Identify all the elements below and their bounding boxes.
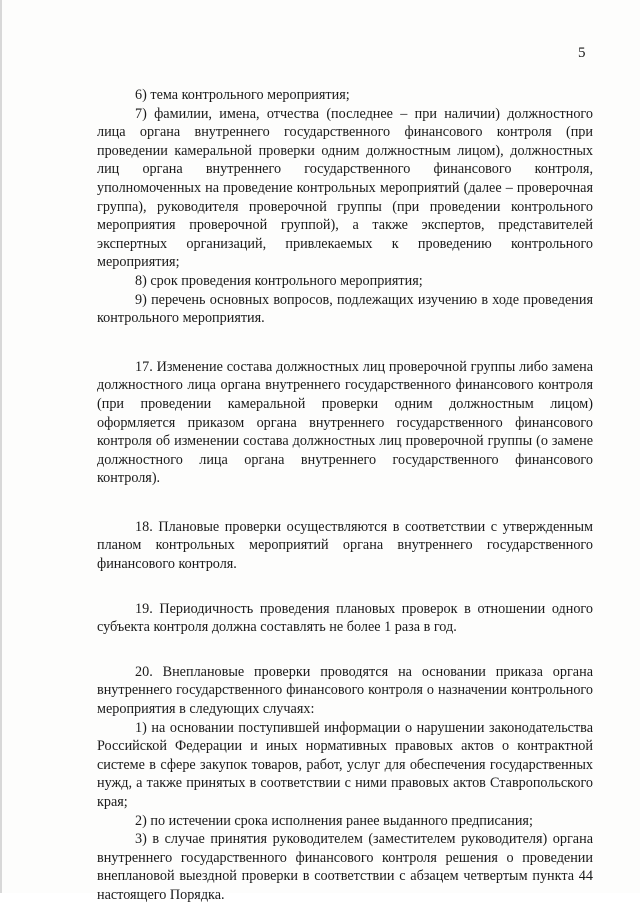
paragraph-clause-19: 19. Периодичность проведения плановых проверок в отношении одного субъекта контроля должна составлять не более 1 раза в год.: [97, 600, 593, 636]
paragraph-gap: [97, 637, 593, 663]
scan-edge: [0, 0, 2, 893]
paragraph-subitem-3: 3) в случае принятия руководителем (заместителем руководителя) органа внутреннего государственного финансового контроля решения о проведении внеплановой выездной проверки в соответствии с абзацем четвертым пункта 44 настоящего Порядка.: [97, 831, 593, 903]
paragraph-clause-18: 18. Плановые проверки осуществляются в соответствии с утвержденным планом контрольных мероприятий органа внутреннего государственного финансового контроля.: [97, 518, 593, 573]
paragraph-item-6: 6) тема контрольного мероприятия;: [135, 87, 350, 103]
paragraph-gap: [97, 488, 593, 518]
paragraph-item-8: 8) срок проведения контрольного мероприятия;: [135, 272, 423, 289]
paragraph-subitem-2: 2) по истечении срока исполнения ранее выданного предписания;: [135, 812, 533, 829]
paragraph-gap: [97, 328, 593, 358]
paragraph-subitem-1: 1) на основании поступившей информации о нарушении законодательства Российской Федерации и иных нормативных правовых актов о контрактной системе в сфере закупок товаров, работ, услуг для обеспечения государственных нужд, а также принятых в соответствии с ними правовых актов Ставропольского края;: [97, 719, 593, 810]
paragraph-gap: [97, 574, 593, 600]
paragraph-item-7: 7) фамилии, имена, отчества (последнее – при наличии) должностного лица органа внутреннего государственного финансового контроля (при проведении камеральной проверки одним должностным лицом), должностных лиц органа внутреннего государственного финансового контроля, уполномоченных на проведение контрольных мероприятий (далее – проверочная группа), руководителя проверочной группы (при проведении контрольного мероприятия проверочной группой), а также экспертов, представителей экспертных организаций, привлекаемых к проведению контрольного мероприятия;: [97, 105, 593, 271]
page-number: 5: [578, 45, 586, 61]
paragraph-clause-20: 20. Внеплановые проверки проводятся на основании приказа органа внутреннего государственного финансового контроля о назначении контрольного мероприятия в следующих случаях:: [97, 663, 593, 718]
paragraph-item-9: 9) перечень основных вопросов, подлежащих изучению в ходе проведения контрольного мероприятия.: [97, 291, 593, 327]
document-body: [97, 86, 593, 905]
paragraph-clause-17: 17. Изменение состава должностных лиц проверочной группы либо замена должностного лица органа внутреннего государственного финансового контроля (при проведении камеральной проверки одним должностным лицом) оформляется приказом органа внутреннего государственного финансового контроля об изменении состава должностных лиц проверочной группы (о замене должностного лица органа внутреннего государственного финансового контроля).: [97, 358, 593, 487]
